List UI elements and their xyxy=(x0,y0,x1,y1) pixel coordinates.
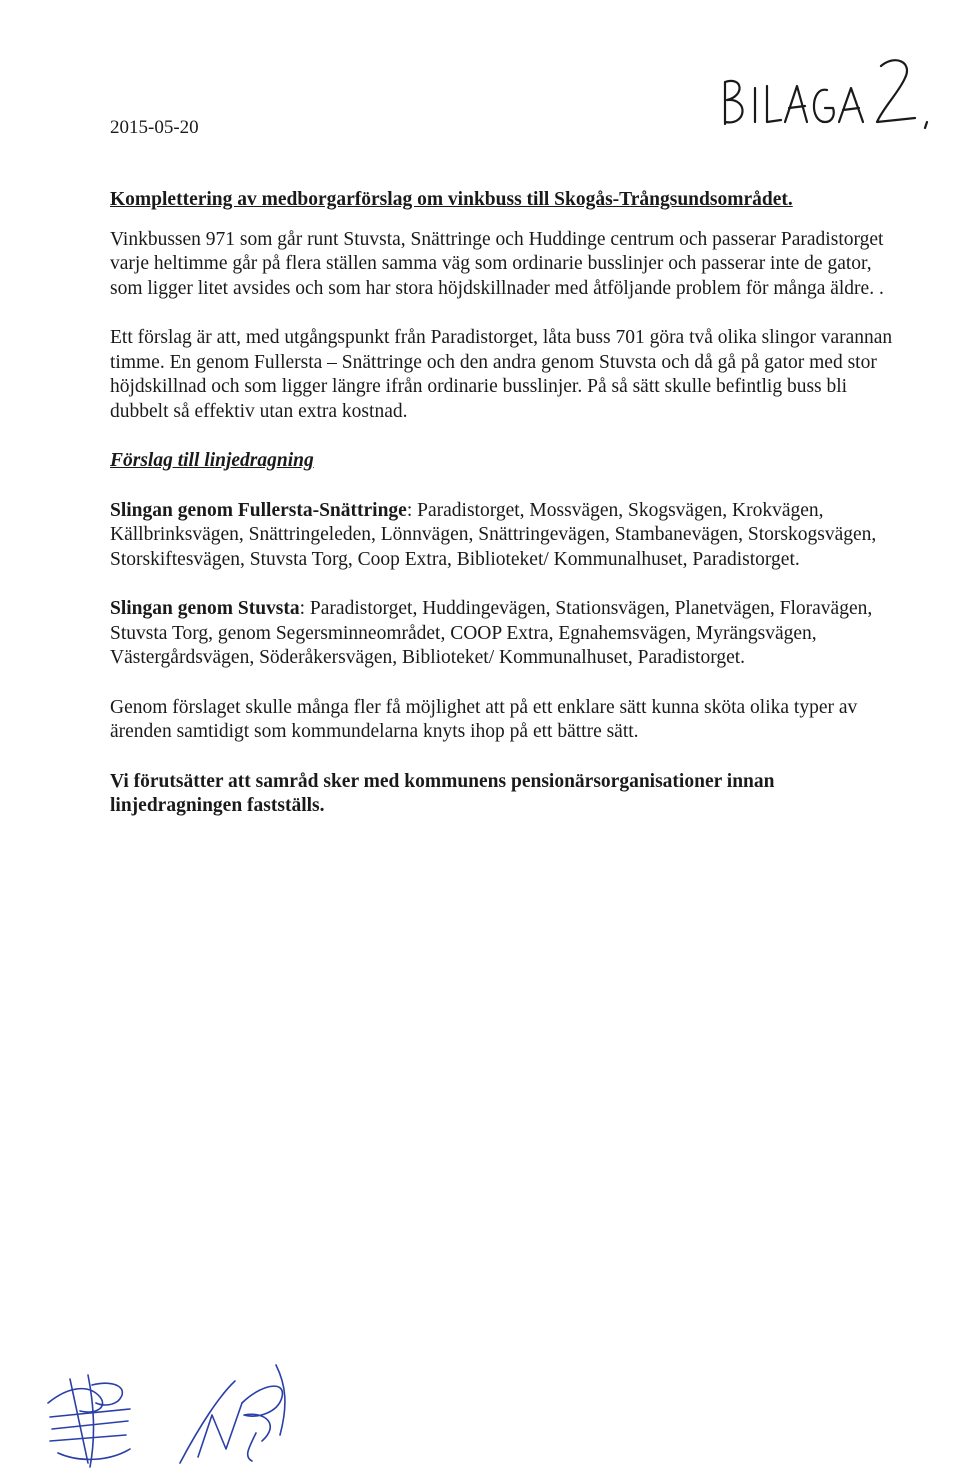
section-subheading: Förslag till linjedragning xyxy=(110,450,314,471)
document-date: 2015-05-20 xyxy=(110,117,199,138)
signature-initials-2 xyxy=(180,1365,285,1463)
route-stuvsta-label: Slingan genom Stuvsta xyxy=(110,598,300,619)
proposal-paragraph: Ett förslag är att, med utgångspunkt från Paradistorget, låta buss 701 göra två olika slingor varannan timme. En genom Fullersta – Snättringe och den andra genom Stuvsta och då gå på gator med stor höjdskillnad och som ligger längre ifrån ordinarie busslinjer. På så sätt skulle befintlig buss bli dubbelt så effektiv utan extra kostnad. xyxy=(110,327,893,422)
document-heading: Komplettering av medborgarförslag om vinkbuss till Skogås-Trångsundsområdet. xyxy=(110,189,793,210)
route-fullersta-stops: : Paradistorget, Mossvägen, Skogsvägen, Krokvägen, Källbrinksvägen, Snättringeleden, Lönnvägen, Snättringevägen, Stambanevägen, Storskogsvägen, Storskiftesvägen, Stuvsta Torg, Coop Extra, Biblioteket/ Kommunalhuset, Paradistorget. xyxy=(110,499,877,570)
signature-initials-1 xyxy=(48,1375,130,1467)
route-stuvsta-stops: : Paradistorget, Huddingevägen, Stationsvägen, Planetvägen, Floravägen, Stuvsta Torg, genom Segersminneområdet, COOP Extra, Egnahemsvägen, Myrängsvägen, Västergårdsvägen, Söderåkersvägen, Biblioteket/ Kommunalhuset, Paradistorget. xyxy=(110,598,873,668)
handwritten-attachment-label xyxy=(715,52,935,132)
handwritten-signatures xyxy=(30,1345,310,1475)
intro-paragraph: Vinkbussen 971 som går runt Stuvsta, Snättringe och Huddinge centrum och passerar Paradistorget varje heltimme går på flera ställen samma väg som ordinarie busslinjer och passerar inte de gator, som ligger litet avsides och som har stora höjdskillnader med åtföljande problem för många äldre. . xyxy=(110,228,884,299)
route-stuvsta-paragraph xyxy=(110,597,900,671)
route-fullersta-label: Slingan genom Fullersta-Snättringe xyxy=(110,499,407,521)
route-fullersta-paragraph xyxy=(110,499,900,573)
benefit-paragraph: Genom förslaget skulle många fler få möjlighet att på ett enklare sätt kunna sköta olika typer av ärenden samtidigt som kommundelarna knyts ihop på ett bättre sätt. xyxy=(110,696,858,742)
document-body xyxy=(110,188,900,844)
closing-statement: Vi förutsätter att samråd sker med kommunens pensionärsorganisationer innan linjedragningen fastställs. xyxy=(110,770,775,816)
